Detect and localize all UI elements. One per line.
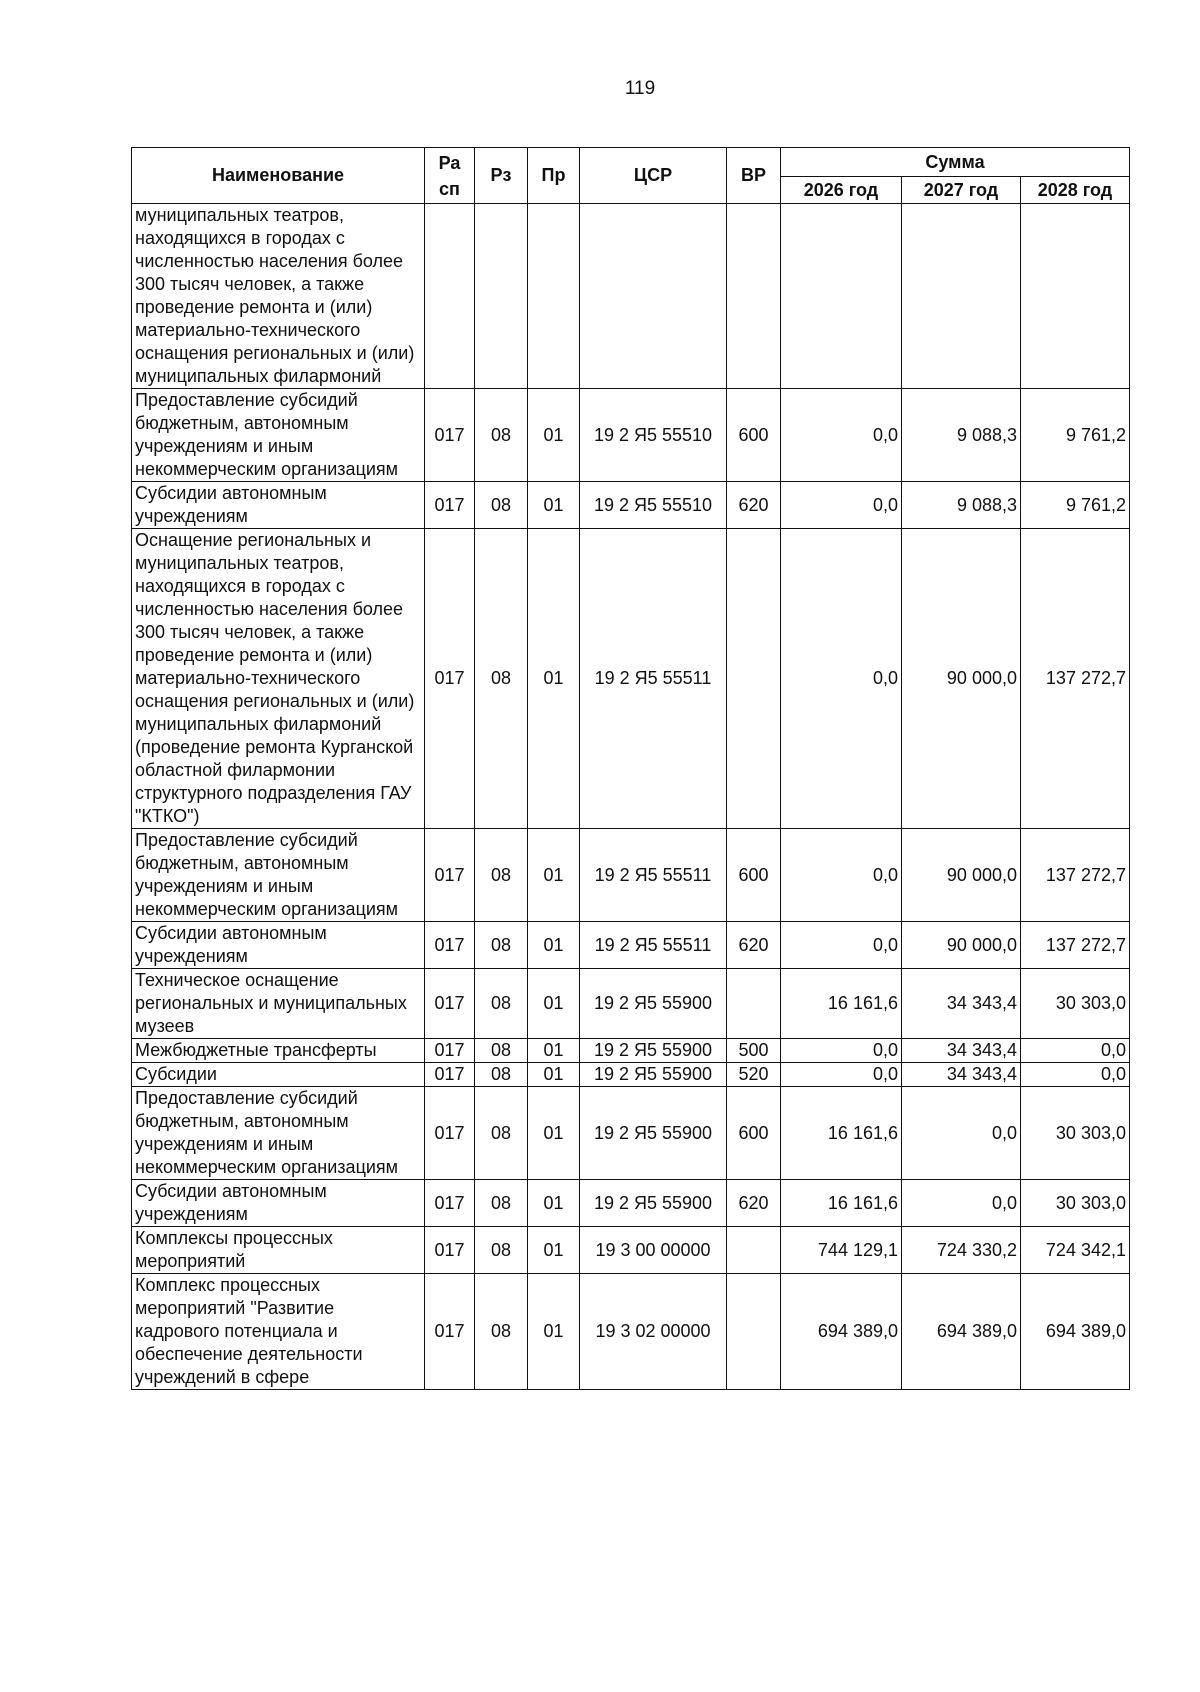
header-year-2028: 2028 год	[1021, 177, 1130, 204]
cell-2027	[902, 204, 1021, 389]
cell-vr: 600	[727, 389, 781, 482]
table-row	[132, 1039, 1130, 1063]
cell-2028: 137 272,7	[1021, 922, 1130, 969]
table-row	[132, 529, 1130, 829]
cell-csr: 19 3 00 00000	[580, 1227, 727, 1274]
cell-rasp: 017	[425, 1274, 475, 1390]
cell-csr: 19 2 Я5 55510	[580, 482, 727, 529]
cell-name: Комплексы процессных мероприятий	[132, 1227, 425, 1274]
cell-pr: 01	[528, 1227, 580, 1274]
cell-pr	[528, 204, 580, 389]
cell-2026: 0,0	[781, 1039, 902, 1063]
table-row	[132, 1063, 1130, 1087]
cell-rz: 08	[475, 1227, 528, 1274]
cell-rasp: 017	[425, 482, 475, 529]
cell-rz: 08	[475, 1274, 528, 1390]
cell-rz: 08	[475, 1039, 528, 1063]
cell-2028: 9 761,2	[1021, 482, 1130, 529]
cell-rz: 08	[475, 922, 528, 969]
cell-2026: 0,0	[781, 529, 902, 829]
cell-vr	[727, 529, 781, 829]
cell-vr	[727, 969, 781, 1039]
cell-name: Субсидии	[132, 1063, 425, 1087]
cell-2026: 744 129,1	[781, 1227, 902, 1274]
header-vr: ВР	[727, 148, 781, 204]
cell-vr: 620	[727, 482, 781, 529]
cell-2026: 0,0	[781, 389, 902, 482]
cell-name: Субсидии автономным учреждениям	[132, 1180, 425, 1227]
header-name: Наименование	[132, 148, 425, 204]
table-row	[132, 1227, 1130, 1274]
cell-2026: 16 161,6	[781, 969, 902, 1039]
cell-2027: 90 000,0	[902, 922, 1021, 969]
cell-rz: 08	[475, 1063, 528, 1087]
cell-pr: 01	[528, 1087, 580, 1180]
table-header	[132, 148, 1130, 204]
table-row	[132, 922, 1130, 969]
cell-2026: 0,0	[781, 922, 902, 969]
cell-rz	[475, 204, 528, 389]
cell-2026	[781, 204, 902, 389]
cell-rasp: 017	[425, 1063, 475, 1087]
cell-rasp: 017	[425, 1227, 475, 1274]
cell-2026: 0,0	[781, 482, 902, 529]
cell-rz: 08	[475, 969, 528, 1039]
cell-rz: 08	[475, 829, 528, 922]
table-body	[132, 204, 1130, 1390]
header-rz: Рз	[475, 148, 528, 204]
cell-rasp	[425, 204, 475, 389]
cell-2027: 34 343,4	[902, 969, 1021, 1039]
cell-pr: 01	[528, 1274, 580, 1390]
cell-pr: 01	[528, 482, 580, 529]
cell-name: Оснащение региональных и муниципальных театров, находящихся в городах с численностью населения более 300 тысяч человек, а также проведение ремонта и (или) материально-технического оснащения региональных и (или) муниципальных филармоний (проведение ремонта Курганской областной филармонии структурного подразделения ГАУ "КТКО")	[132, 529, 425, 829]
cell-2027: 0,0	[902, 1180, 1021, 1227]
cell-pr: 01	[528, 529, 580, 829]
cell-vr: 600	[727, 1087, 781, 1180]
table-row	[132, 389, 1130, 482]
table-row	[132, 1274, 1130, 1390]
table-row	[132, 204, 1130, 389]
table-row	[132, 969, 1130, 1039]
cell-csr	[580, 204, 727, 389]
cell-2028: 694 389,0	[1021, 1274, 1130, 1390]
cell-2028: 0,0	[1021, 1039, 1130, 1063]
cell-rz: 08	[475, 482, 528, 529]
cell-rz: 08	[475, 389, 528, 482]
cell-2028: 9 761,2	[1021, 389, 1130, 482]
cell-vr	[727, 1227, 781, 1274]
cell-rz: 08	[475, 1087, 528, 1180]
table-row	[132, 1087, 1130, 1180]
cell-2026: 694 389,0	[781, 1274, 902, 1390]
cell-csr: 19 2 Я5 55900	[580, 1180, 727, 1227]
cell-pr: 01	[528, 1180, 580, 1227]
cell-vr	[727, 1274, 781, 1390]
cell-pr: 01	[528, 1039, 580, 1063]
cell-vr: 620	[727, 922, 781, 969]
header-rasp: Ра сп	[425, 148, 475, 204]
cell-rasp: 017	[425, 969, 475, 1039]
cell-2028: 30 303,0	[1021, 1180, 1130, 1227]
cell-csr: 19 2 Я5 55510	[580, 389, 727, 482]
header-csr: ЦСР	[580, 148, 727, 204]
cell-vr: 600	[727, 829, 781, 922]
cell-csr: 19 2 Я5 55511	[580, 829, 727, 922]
cell-csr: 19 2 Я5 55900	[580, 1087, 727, 1180]
cell-2027: 9 088,3	[902, 482, 1021, 529]
cell-2026: 0,0	[781, 829, 902, 922]
cell-rasp: 017	[425, 529, 475, 829]
header-sum: Сумма	[781, 148, 1130, 177]
cell-csr: 19 2 Я5 55900	[580, 969, 727, 1039]
table-row	[132, 482, 1130, 529]
cell-name: Субсидии автономным учреждениям	[132, 482, 425, 529]
cell-2027: 0,0	[902, 1087, 1021, 1180]
cell-pr: 01	[528, 829, 580, 922]
cell-name: муниципальных театров, находящихся в городах с численностью населения более 300 тысяч человек, а также проведение ремонта и (или) материально-технического оснащения региональных и (или) муниципальных филармоний	[132, 204, 425, 389]
cell-csr: 19 3 02 00000	[580, 1274, 727, 1390]
cell-rasp: 017	[425, 1087, 475, 1180]
table-row	[132, 1180, 1130, 1227]
cell-name: Межбюджетные трансферты	[132, 1039, 425, 1063]
cell-2026: 16 161,6	[781, 1180, 902, 1227]
cell-csr: 19 2 Я5 55900	[580, 1039, 727, 1063]
cell-rasp: 017	[425, 922, 475, 969]
table-row	[132, 829, 1130, 922]
cell-2028: 724 342,1	[1021, 1227, 1130, 1274]
cell-2028: 0,0	[1021, 1063, 1130, 1087]
cell-name: Предоставление субсидий бюджетным, автономным учреждениям и иным некоммерческим организациям	[132, 1087, 425, 1180]
cell-name: Субсидии автономным учреждениям	[132, 922, 425, 969]
header-year-2027: 2027 год	[902, 177, 1021, 204]
cell-rasp: 017	[425, 389, 475, 482]
header-year-2026: 2026 год	[781, 177, 902, 204]
cell-vr: 520	[727, 1063, 781, 1087]
page-number: 119	[624, 78, 656, 99]
cell-2026: 0,0	[781, 1063, 902, 1087]
cell-2028: 30 303,0	[1021, 1087, 1130, 1180]
cell-2027: 34 343,4	[902, 1063, 1021, 1087]
cell-pr: 01	[528, 389, 580, 482]
cell-rasp: 017	[425, 829, 475, 922]
cell-name: Предоставление субсидий бюджетным, автономным учреждениям и иным некоммерческим организациям	[132, 829, 425, 922]
cell-2028: 30 303,0	[1021, 969, 1130, 1039]
cell-csr: 19 2 Я5 55900	[580, 1063, 727, 1087]
cell-2028: 137 272,7	[1021, 529, 1130, 829]
cell-2027: 694 389,0	[902, 1274, 1021, 1390]
cell-2026: 16 161,6	[781, 1087, 902, 1180]
cell-2027: 90 000,0	[902, 529, 1021, 829]
cell-csr: 19 2 Я5 55511	[580, 529, 727, 829]
cell-2027: 34 343,4	[902, 1039, 1021, 1063]
cell-vr: 500	[727, 1039, 781, 1063]
cell-rasp: 017	[425, 1039, 475, 1063]
cell-pr: 01	[528, 969, 580, 1039]
cell-2027: 724 330,2	[902, 1227, 1021, 1274]
cell-2027: 9 088,3	[902, 389, 1021, 482]
cell-pr: 01	[528, 922, 580, 969]
header-pr: Пр	[528, 148, 580, 204]
cell-rz: 08	[475, 529, 528, 829]
cell-2027: 90 000,0	[902, 829, 1021, 922]
cell-pr: 01	[528, 1063, 580, 1087]
cell-name: Техническое оснащение региональных и муниципальных музеев	[132, 969, 425, 1039]
cell-rasp: 017	[425, 1180, 475, 1227]
cell-name: Комплекс процессных мероприятий "Развитие кадрового потенциала и обеспечение деятельности учреждений в сфере	[132, 1274, 425, 1390]
cell-2028	[1021, 204, 1130, 389]
cell-rz: 08	[475, 1180, 528, 1227]
cell-name: Предоставление субсидий бюджетным, автономным учреждениям и иным некоммерческим организациям	[132, 389, 425, 482]
budget-table	[131, 147, 1130, 1390]
cell-csr: 19 2 Я5 55511	[580, 922, 727, 969]
cell-vr: 620	[727, 1180, 781, 1227]
cell-vr	[727, 204, 781, 389]
cell-2028: 137 272,7	[1021, 829, 1130, 922]
